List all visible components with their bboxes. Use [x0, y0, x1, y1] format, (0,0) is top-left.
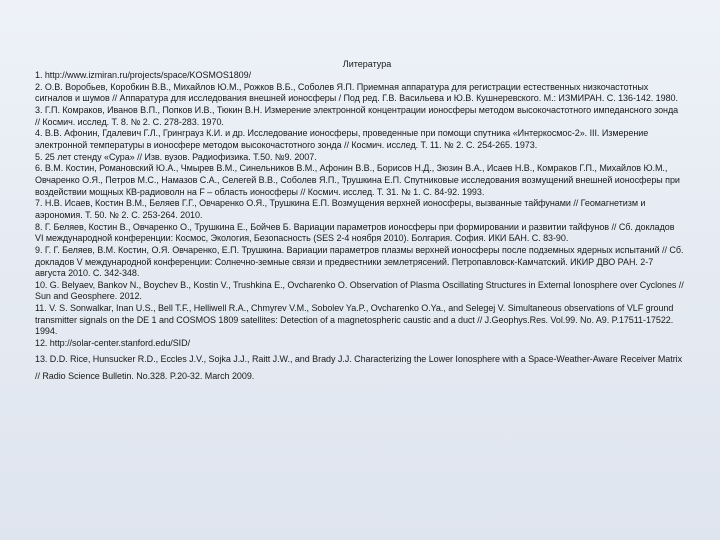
- reference-item-2: 2. О.В. Воробьев, Коробкин В.В., Михайлов Ю.М., Рожков В.Б., Соболев Я.П. Приемная аппаратура для регистрации естественных низкочастотных сигналов и шумов // Аппаратура для исследования внешней ионосферы / Под ред. Г.В. Васильева и Ю.В. Кушнеревского. М.: ИЗМИРАН. С. 136-142. 1980.: [35, 81, 678, 104]
- page-title: Литература: [342, 59, 392, 69]
- reference-item-7: 7. Н.В. Исаев, Костин В.М., Беляев Г.Г., Овчаренко О.Я., Трушкина Е.П. Возмущения верхней ионосферы, вызванные тайфунами // Геомагнетизм и аэрономия. Т. 50. № 2. С. 253-264. 2010.: [35, 198, 646, 220]
- reference-item-13: 13. D.D. Rice, Hunsucker R.D., Eccles J.V., Sojka J.J., Raitt J.W., and Brady J.J. Characterizing the Lower Ionosphere with a Space-Weather-Aware Receiver Matrix // Radio Science Bulletin. No.328. P.20-32. March 2009.: [35, 353, 683, 381]
- reference-item-5: 5. 25 лет стенду «Сура» // Изв. вузов. Радиофизика. Т.50. №9. 2007.: [35, 151, 317, 162]
- reference-item-6: 6. В.М. Костин, Романовский Ю.А., Чмырев В.М., Синельников В.М., Афонин В.В., Борисов Н.Д., Зюзин В.А., Исаев Н.В., Комраков Г.П., Михайлов Ю.М., Овчаренко О.Я., Петров М.С., Намазов С.А., Селегей В.В., Соболев Я.П., Трушкина Е.П. Спутниковые исследования возмущений внешней ионосферы при воздействии мощных КВ-радиоволн на F – область ионосферы // Космич. исслед. Т. 31. № 1. С. 84-92. 1993.: [35, 163, 680, 197]
- reference-list: [35, 70, 685, 385]
- reference-item-3: 3. Г.П. Комраков, Иванов В.П., Попков И.В., Тюкин В.Н. Измерение электронной концентрации ионосферы методом высокочастотного импедансного зонда // Космич. исслед. Т. 8. № 2. С. 278-283. 1970.: [35, 104, 679, 127]
- reference-item-1: 1. http://www.izmiran.ru/projects/space/KOSMOS1809/: [35, 70, 252, 80]
- reference-item-9: 9. Г. Г. Беляев, В.М. Костин, О.Я. Овчаренко, Е.П. Трушкина. Вариации параметров плазмы верхней ионосферы после подземных ядерных испытаний // Сб. докладов V международной конференции: Солнечно-земные связи и предвестники землетрясений. Петропавловск-Камчатский. ИКИР ДВО РАН. 2-7 августа 2010. С. 342-348.: [35, 244, 684, 279]
- reference-item-12: 12. http://solar-center.stanford.edu/SID/: [35, 338, 191, 349]
- reference-item-4: 4. В.В. Афонин, Гдалевич Г.Л., Гринграуз К.И. и др. Исследование ионосферы, проведенные при помощи спутника «Интеркосмос-2». III. Измерение электронной температуры в ионосфере методом высокочастотного зонда // Космич. исслед. Т. 11. № 2. С. 254-265. 1973.: [35, 128, 649, 150]
- reference-item-10: 10. G. Belyaev, Bankov N., Boychev B., Kostin V., Trushkina E., Ovcharenko O. Observation of Plasma Oscillating Structures in External Ionosphere over Cyclones // Sun and Geosphere. 2012.: [35, 279, 684, 302]
- reference-item-8: 8. Г. Беляев, Костин В., Овчаренко О., Трушкина Е., Бойчев Б. Вариации параметров ионосферы при формировании и развитии тайфунов // Сб. докладов VI международной конференции: Космос, Экология, Безопасность (SES 2-4 ноября 2010). Болгария. София. ИКИ БАН. С. 83-90.: [35, 221, 675, 244]
- reference-item-11: 11. V. S. Sonwalkar, Inan U.S., Bell T.F., Helliwell R.A., Chmyrev V.M., Sobolev Ya.P., Ovcharenko O.Ya., and Selegej V. Simultaneous observations of VLF ground transmitter signals on the DE 1 and COSMOS 1809 satellites: Detection of a magnetospheric caustic and a duct // J.Geophys.Res. Vol.99. No. A9. P.17511-17522. 1994.: [35, 303, 674, 337]
